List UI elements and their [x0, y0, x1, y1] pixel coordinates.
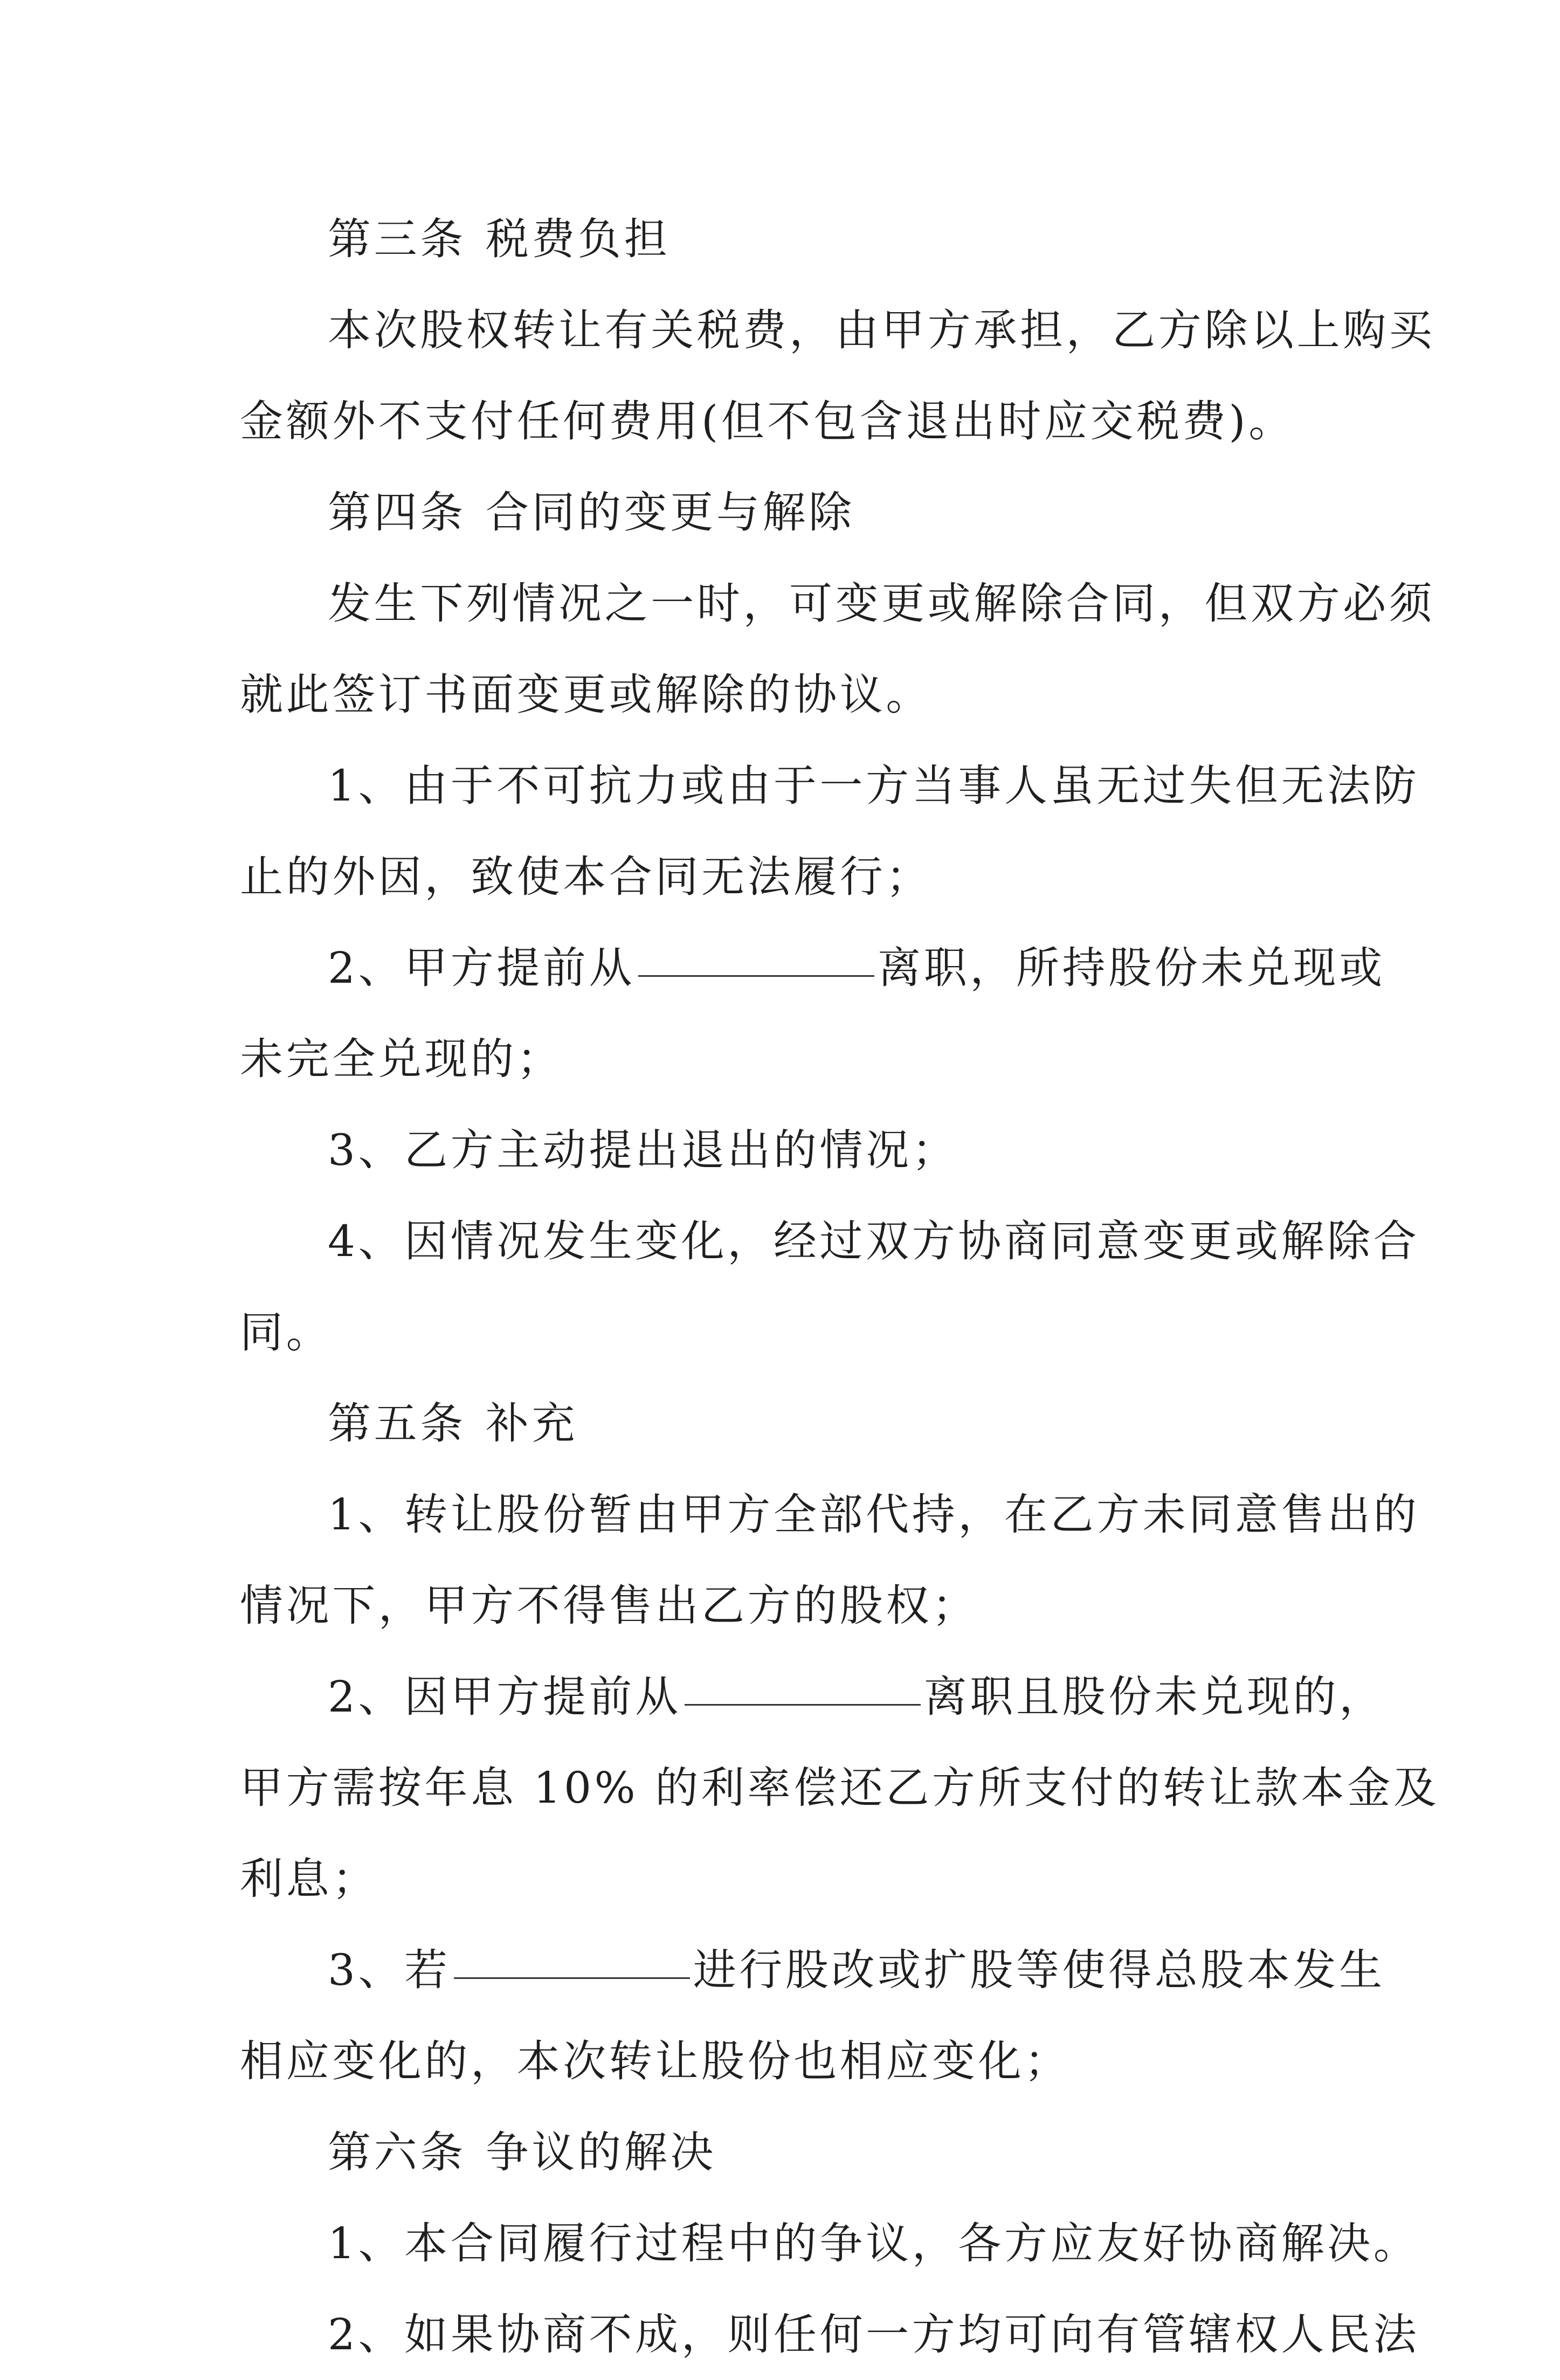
section-5-item-2-line-2: 甲方需按年息 10% 的利率偿还乙方所支付的转让款本金及	[240, 1763, 1440, 1813]
section-4-item-2-text-after: 离职，所持股份未兑现或	[878, 943, 1385, 993]
blank-fill-line	[454, 1977, 690, 1979]
section-4-item-3-line-1: 3、乙方主动提出退出的情况；	[328, 1125, 958, 1175]
section-4-item-2-text-before: 2、甲方提前从	[328, 943, 636, 993]
section-5-item-3-text-before: 3、若	[328, 1945, 451, 1995]
section-4-item-1-line-1: 1、由于不可抗力或由于一方当事人虽无过失但无法防	[328, 761, 1420, 811]
section-3-label: 第三条	[328, 214, 466, 264]
section-5-item-1-line-2: 情况下，甲方不得售出乙方的股权；	[240, 1581, 978, 1631]
section-4-heading	[240, 467, 1334, 558]
section-4-item-4-line-2: 同。	[240, 1307, 333, 1357]
section-6-title: 争议的解决	[485, 2127, 716, 2177]
section-3-heading	[240, 194, 1334, 285]
section-6-item-2-line-1: 2、如果协商不成，则任何一方均可向有管辖权人民法	[328, 2309, 1420, 2360]
section-4-item-4-line-1: 4、因情况发生变化，经过双方协商同意变更或解除合	[328, 1216, 1420, 1266]
section-6-heading	[240, 2107, 1334, 2198]
section-3-para-line-1: 本次股权转让有关税费，由甲方承担，乙方除以上购买	[328, 305, 1435, 355]
section-5-title: 补充	[485, 1398, 578, 1448]
section-4-item-1-line-2: 止的外因，致使本合同无法履行；	[240, 852, 932, 902]
section-5-item-2-text-after: 离职且股份未兑现的，	[923, 1672, 1385, 1722]
section-6-label: 第六条	[328, 2127, 466, 2177]
section-4-label: 第四条	[328, 487, 466, 537]
section-4-item-2-line-1	[240, 922, 1385, 1013]
section-5-item-2-line-3: 利息；	[240, 1854, 378, 1904]
section-4-title: 合同的变更与解除	[485, 487, 855, 537]
blank-fill-line	[685, 1703, 921, 1706]
section-5-item-3-line-2: 相应变化的，本次转让股份也相应变化；	[240, 2036, 1071, 2086]
blank-fill-line	[638, 975, 874, 977]
section-5-item-2-line-1	[240, 1651, 1385, 1742]
section-4-item-2-line-2: 未完全兑现的；	[240, 1034, 563, 1084]
contract-body	[240, 194, 1440, 2380]
section-3-para-line-2: 金额外不支付任何费用(但不包含退出时应交税费)。	[240, 396, 1295, 446]
section-5-item-3-line-1	[240, 1924, 1385, 2016]
section-4-intro-line-2: 就此签订书面变更或解除的协议。	[240, 670, 932, 720]
section-5-item-2-text-before: 2、因甲方提前从	[328, 1672, 681, 1722]
section-5-heading	[240, 1378, 1334, 1469]
section-5-item-3-text-after: 进行股改或扩股等使得总股本发生	[693, 1945, 1385, 1995]
section-3-title: 税费负担	[485, 214, 671, 264]
section-5-item-1-line-1: 1、转让股份暂由甲方全部代持，在乙方未同意售出的	[328, 1489, 1420, 1540]
section-4-intro-line-1: 发生下列情况之一时，可变更或解除合同，但双方必须	[328, 578, 1435, 629]
section-6-item-1-line-1: 1、本合同履行过程中的争议，各方应友好协商解决。	[328, 2218, 1420, 2268]
section-5-label: 第五条	[328, 1398, 466, 1448]
